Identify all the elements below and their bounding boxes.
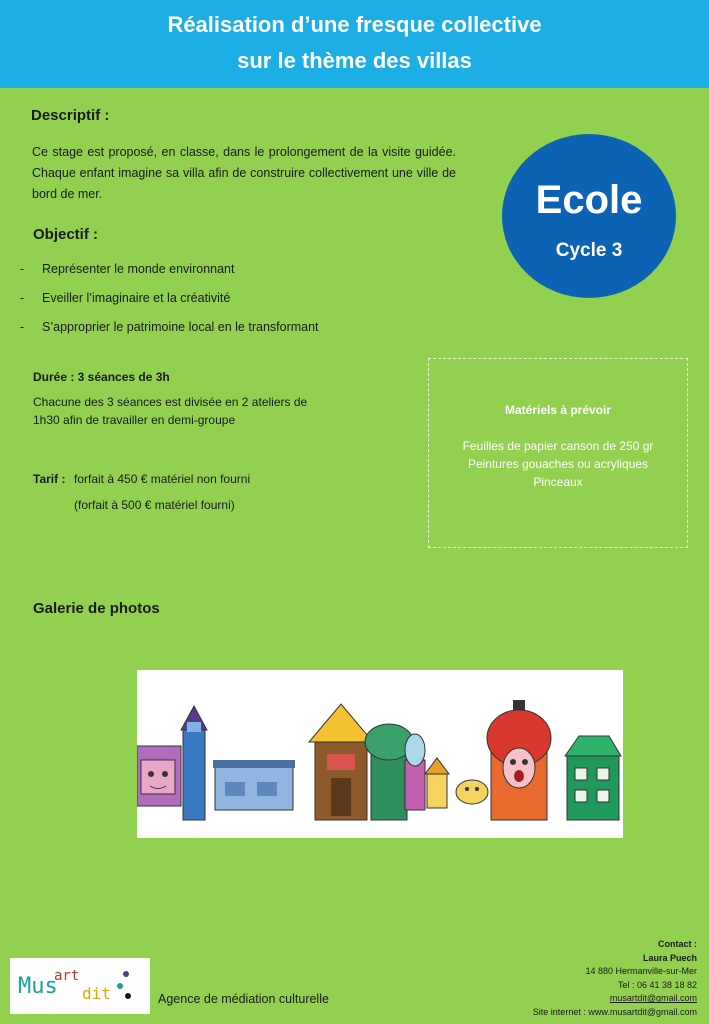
contact-heading: Contact :: [658, 939, 697, 949]
logo-dots: [10, 958, 150, 1014]
contact-phone: Tel : 06 41 38 18 82: [617, 979, 697, 990]
tarif-line2: (forfait à 500 € matériel fourni): [74, 498, 235, 512]
contact-website[interactable]: Site internet : www.musartdit@gmail.com: [532, 1006, 697, 1017]
gallery-photo: [137, 670, 623, 838]
agency-tagline: Agence de médiation culturelle: [158, 992, 329, 1006]
duree-line2: 1h30 afin de travailler en demi-groupe: [33, 413, 236, 427]
badge-title: Ecole: [535, 178, 643, 222]
gallery-heading: Galerie de photos: [33, 600, 160, 617]
tarif-label: Tarif :: [33, 472, 66, 486]
tarif-line1: forfait à 450 € matériel non fourni: [74, 472, 251, 486]
villas-fresco-illustration: [137, 670, 623, 838]
badge-subtitle: Cycle 3: [555, 240, 623, 261]
descriptif-text: Ce stage est proposé, en classe, dans le prolongement de la visite guidée. Chaque enfant imagine sa villa afin de construire collectivement une ville de bord de mer.: [32, 145, 456, 201]
contact-block: [397, 938, 697, 1020]
descriptif-heading: Descriptif :: [31, 107, 110, 124]
contact-email-link[interactable]: musartdit@gmail.com: [609, 993, 697, 1004]
materials-item: Feuilles de papier canson de 250 gr: [462, 439, 654, 453]
page-title-line1: Réalisation d’une fresque collective: [167, 12, 542, 37]
contact-address: 14 880 Hermanville-sur-Mer: [585, 966, 697, 977]
duree-heading: Durée : 3 séances de 3h: [33, 370, 170, 384]
objectif-heading: Objectif :: [33, 226, 99, 243]
page-title-line2: sur le thème des villas: [237, 48, 472, 73]
materials-item: Peintures gouaches ou acryliques: [467, 457, 649, 471]
level-badge: [502, 134, 676, 298]
musartdit-logo: Mus art dit: [10, 958, 150, 1014]
materials-box: [428, 358, 688, 548]
materials-title: Matériels à prévoir: [504, 403, 612, 417]
header-banner: [0, 0, 709, 88]
objectif-list: - Représenter le monde environnant - Eveiller l’imaginaire et la créativité - S’approprier le patrimoine local en le transformant: [20, 262, 319, 334]
duree-line1: Chacune des 3 séances est divisée en 2 ateliers de: [33, 395, 308, 409]
materials-item: Pinceaux: [533, 475, 583, 489]
contact-name: Laura Puech: [642, 952, 697, 963]
